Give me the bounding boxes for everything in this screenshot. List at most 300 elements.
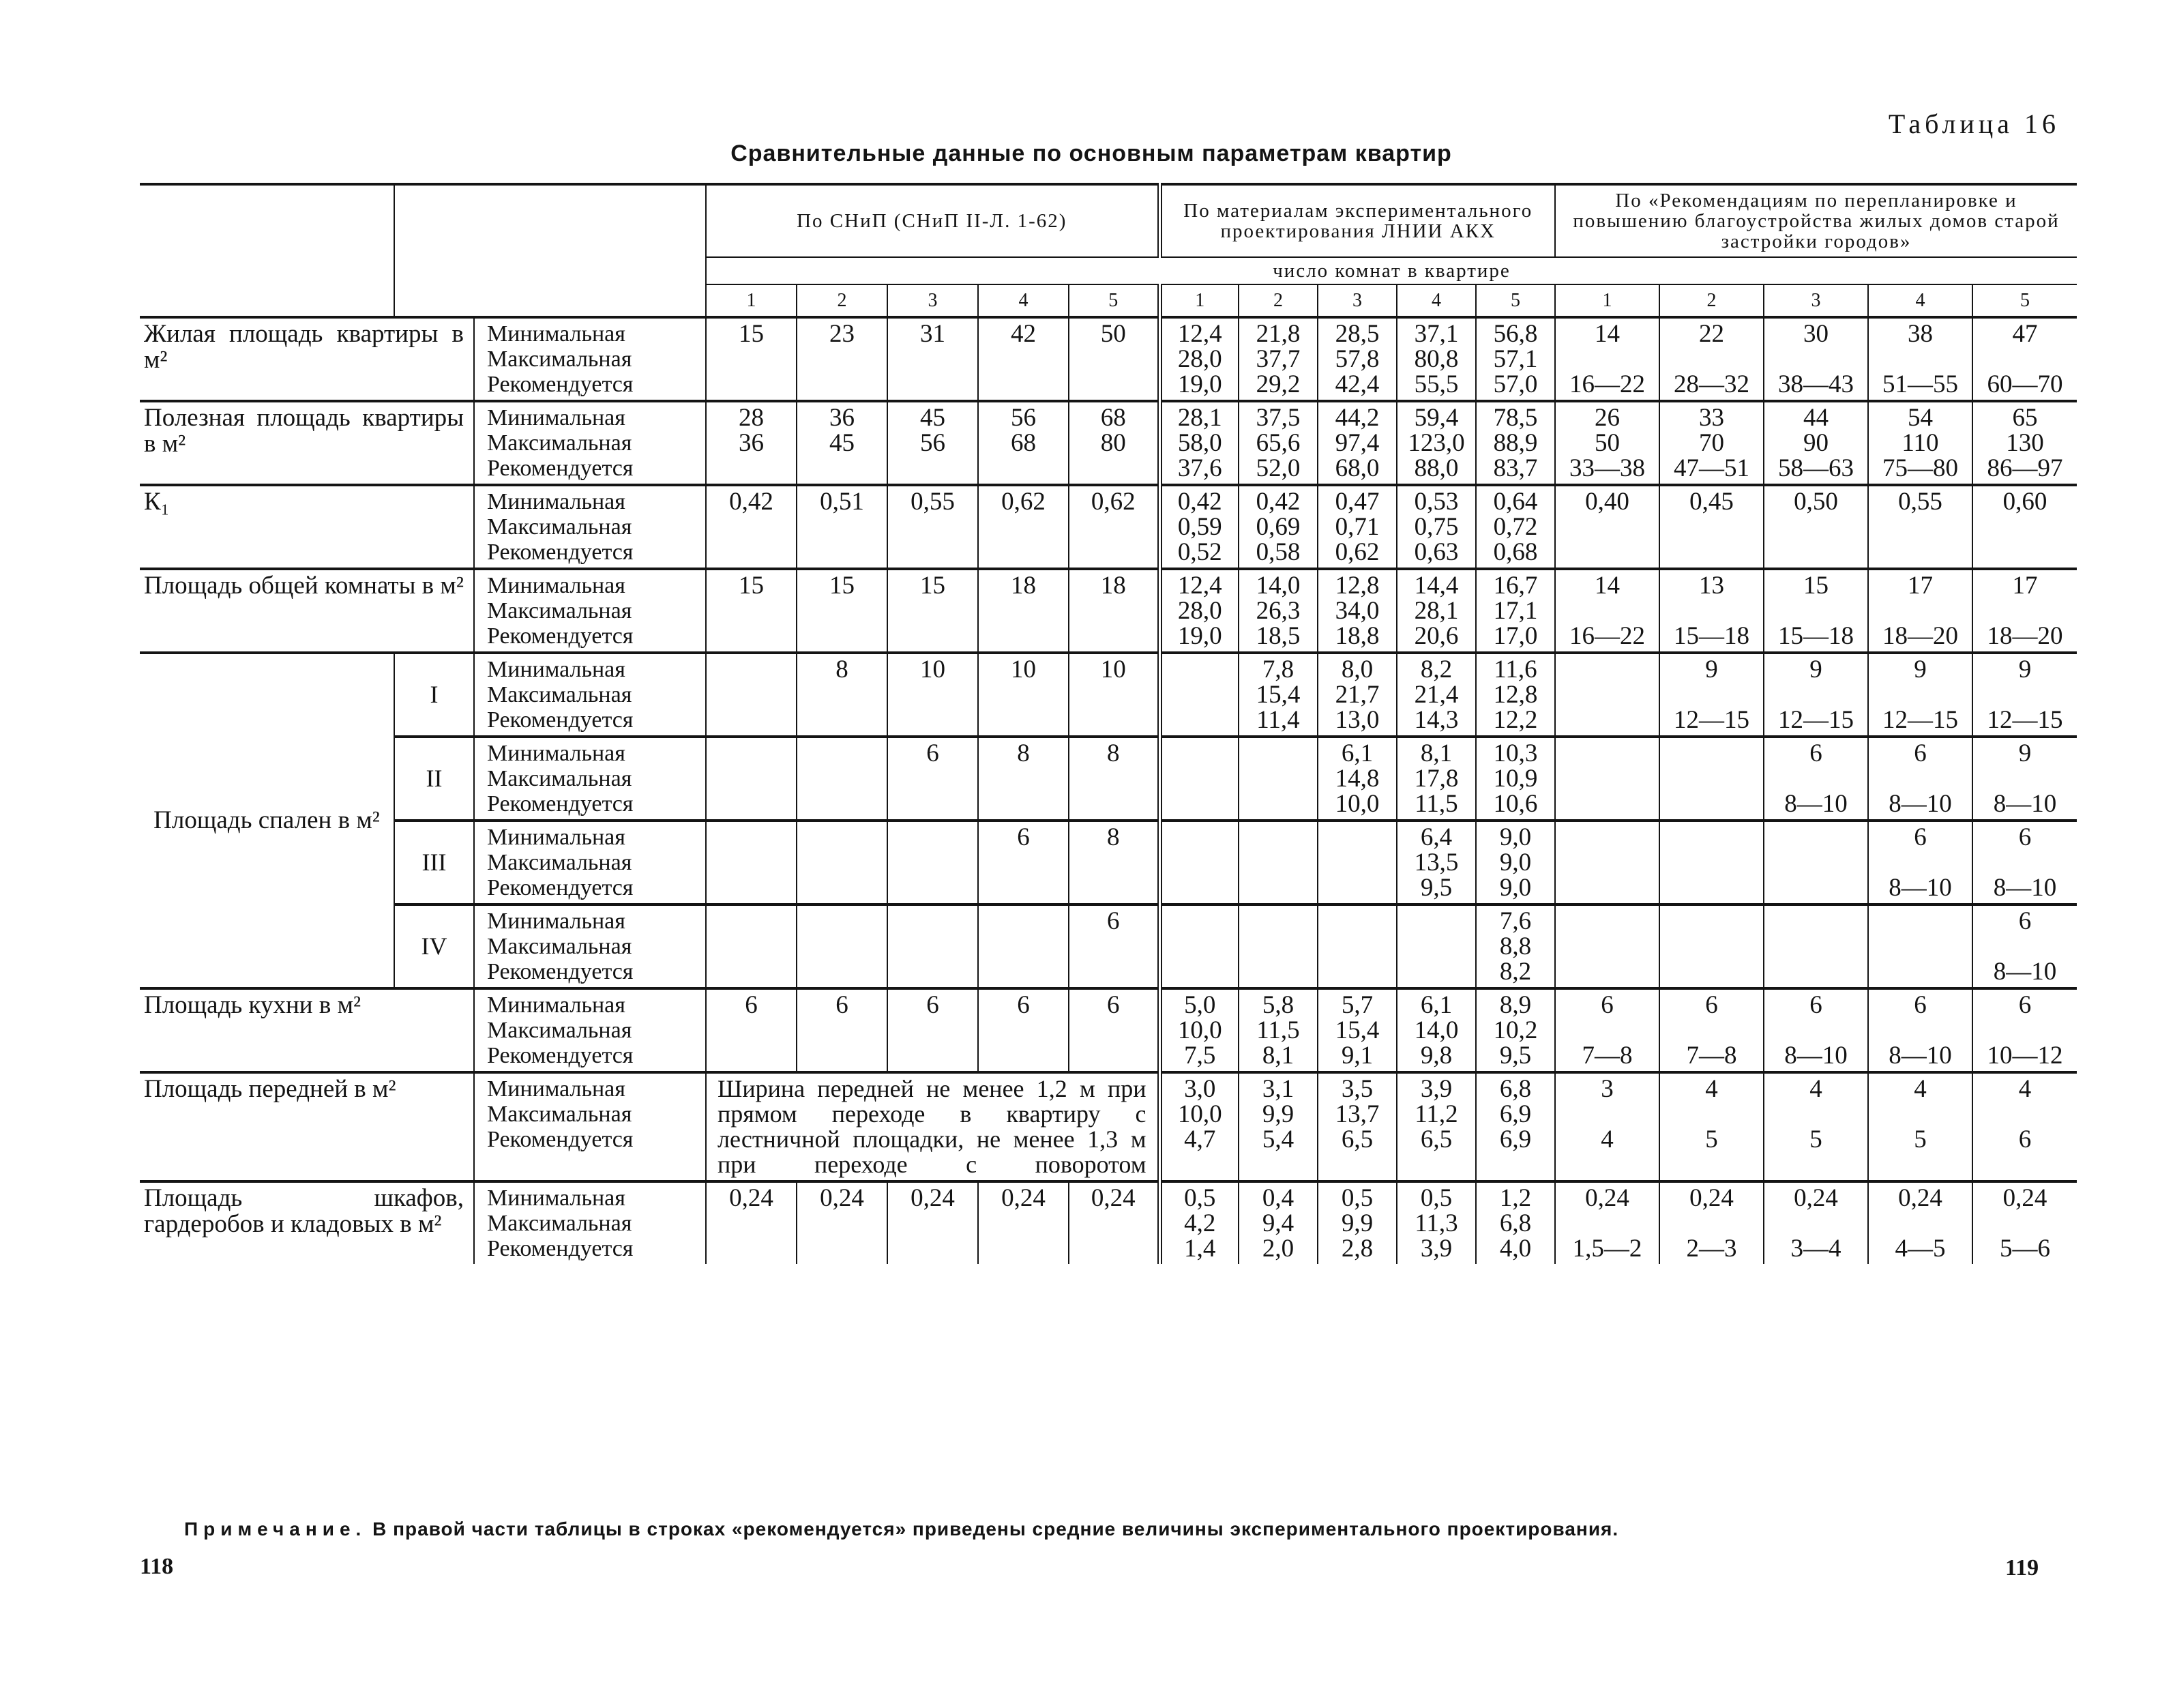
- cell-line: 0,68: [1493, 538, 1538, 566]
- cell-line: 0,24: [1689, 1184, 1734, 1212]
- cell-line: 29,2: [1256, 370, 1301, 398]
- cell-line: 14: [1595, 572, 1620, 600]
- cell-line: 37,6: [1177, 454, 1222, 482]
- cell-line: 20,6: [1414, 622, 1459, 650]
- cell-line: 9: [1809, 656, 1822, 683]
- cell-line: Минимальная: [487, 992, 625, 1018]
- data-cell-lniiakh: [1318, 1072, 1397, 1181]
- data-cell-snip: [1069, 988, 1159, 1072]
- cell-line: 13,5: [1414, 849, 1459, 877]
- cell-line: Максимальная: [487, 850, 632, 875]
- cell-line: [1560, 741, 1655, 766]
- cell-line: [711, 741, 792, 766]
- cell-line: Рекомендуется: [487, 959, 634, 984]
- cell-line: 9,1: [1341, 1042, 1374, 1070]
- data-cell-snip: [706, 821, 797, 904]
- cell-line: 8,1: [1420, 739, 1453, 767]
- cell-line: 6: [1705, 991, 1718, 1019]
- cell-line: Рекомендуется: [487, 1127, 634, 1152]
- cell-line: 15—18: [1674, 622, 1749, 650]
- cell-line: [1873, 1211, 1968, 1236]
- cell-line: 11,5: [1256, 1016, 1300, 1044]
- cell-line: 56: [920, 429, 945, 457]
- data-cell-lniiakh: [1318, 821, 1397, 904]
- data-cell-lniiakh: [1397, 988, 1476, 1072]
- data-cell-recommend: [1659, 317, 1764, 401]
- comparison-table: [140, 183, 2077, 1264]
- data-cell-recommend: [1764, 1072, 1868, 1181]
- cell-line: 0,63: [1414, 538, 1459, 566]
- data-cell-recommend: [1764, 317, 1868, 401]
- data-cell-snip: [978, 737, 1069, 821]
- data-cell-recommend: [1555, 317, 1659, 401]
- cell-line: 6: [1914, 823, 1927, 851]
- note-text: В правой части таблицы в строках «рекомендуется» приведены средние величины экспериментального проектирования.: [372, 1518, 1619, 1540]
- data-cell-recommend: [1659, 737, 1764, 821]
- data-cell-recommend: [1868, 1181, 1972, 1264]
- data-cell-snip: [978, 821, 1069, 904]
- cell-line: 0,72: [1493, 513, 1538, 541]
- value-types: [474, 904, 706, 988]
- data-cell-snip: [797, 1181, 887, 1264]
- value-types: [474, 1072, 706, 1181]
- data-cell-lniiakh: [1397, 1072, 1476, 1181]
- data-cell-recommend: [1972, 821, 2077, 904]
- data-cell-recommend: [1868, 485, 1972, 569]
- bedroom-number: I: [394, 653, 474, 737]
- cell-line: 5,7: [1341, 991, 1374, 1019]
- header-group-lniiakh: По материалам экспериментального проектирования ЛНИИ АКХ: [1159, 184, 1555, 257]
- cell-line: 58—63: [1778, 454, 1854, 482]
- cell-line: 8: [1107, 739, 1120, 767]
- data-cell-recommend: [1555, 1181, 1659, 1264]
- value-types: [474, 988, 706, 1072]
- cell-line: 18: [1011, 572, 1036, 600]
- cell-line: 18—20: [1882, 622, 1958, 650]
- data-cell-snip: [978, 653, 1069, 737]
- data-cell-lniiakh: [1397, 569, 1476, 653]
- data-cell-snip: [887, 1181, 978, 1264]
- cell-line: 34,0: [1335, 597, 1380, 625]
- value-types: [474, 1181, 706, 1264]
- cell-line: 9: [1914, 656, 1927, 683]
- data-cell-snip: [706, 737, 797, 821]
- cell-line: 8—10: [1784, 790, 1848, 818]
- cell-line: 6: [1107, 991, 1120, 1019]
- data-cell-snip: [797, 485, 887, 569]
- cell-line: 3,5: [1341, 1075, 1374, 1103]
- data-cell-recommend: [1972, 737, 2077, 821]
- data-cell-recommend: [1659, 569, 1764, 653]
- cell-line: 5: [1914, 1125, 1927, 1153]
- cell-line: 0,24: [2002, 1184, 2047, 1212]
- cell-line: 14,0: [1414, 1016, 1459, 1044]
- cell-line: 28,0: [1177, 345, 1222, 373]
- cell-line: [1560, 1018, 1655, 1043]
- cell-line: [801, 909, 883, 934]
- header-room-count: 5: [1972, 284, 2077, 317]
- cell-line: 36: [739, 429, 764, 457]
- cell-line: 9,0: [1499, 849, 1532, 877]
- cell-line: 75—80: [1882, 454, 1958, 482]
- header-room-count: 3: [1318, 284, 1397, 317]
- cell-line: 0,62: [1091, 488, 1136, 516]
- data-cell-snip: [887, 737, 978, 821]
- data-cell-lniiakh: [1159, 1181, 1239, 1264]
- data-cell-lniiakh: [1476, 317, 1555, 401]
- cell-line: 8—10: [1993, 874, 2057, 902]
- cell-line: 58,0: [1177, 429, 1222, 457]
- cell-line: 6: [835, 991, 848, 1019]
- cell-line: [1664, 909, 1759, 934]
- cell-line: 1,2: [1499, 1184, 1532, 1212]
- cell-line: 65,6: [1256, 429, 1301, 457]
- cell-line: 10—12: [1987, 1042, 2063, 1070]
- cell-line: 28: [739, 404, 764, 432]
- data-cell-lniiakh: [1159, 737, 1239, 821]
- cell-line: 123,0: [1408, 429, 1465, 457]
- cell-line: 15,4: [1256, 681, 1301, 709]
- cell-line: 0,55: [1898, 488, 1942, 516]
- cell-line: Рекомендуется: [487, 875, 634, 900]
- cell-line: 37,1: [1414, 320, 1459, 348]
- cell-line: 6: [2018, 1125, 2032, 1153]
- data-cell-snip: [978, 904, 1069, 988]
- cell-line: 0,62: [1001, 488, 1046, 516]
- cell-line: 10,6: [1493, 790, 1538, 818]
- data-cell-recommend: [1555, 401, 1659, 485]
- header-room-count: 3: [1764, 284, 1868, 317]
- cell-line: 0,52: [1177, 538, 1222, 566]
- data-cell-recommend: [1555, 988, 1659, 1072]
- data-cell-recommend: [1868, 401, 1972, 485]
- cell-line: Рекомендуется: [487, 791, 634, 816]
- cell-line: Максимальная: [487, 430, 632, 456]
- cell-line: 110: [1902, 429, 1939, 457]
- cell-line: 57,0: [1493, 370, 1538, 398]
- page-number-left: 118: [140, 1554, 174, 1579]
- cell-line: 6,8: [1499, 1075, 1532, 1103]
- data-cell-lniiakh: [1476, 1181, 1555, 1264]
- cell-line: Минимальная: [487, 657, 625, 682]
- cell-line: 10,0: [1177, 1100, 1222, 1128]
- cell-line: Минимальная: [487, 489, 625, 514]
- cell-line: 38—43: [1778, 370, 1854, 398]
- cell-line: [1243, 909, 1313, 934]
- cell-line: 47—51: [1674, 454, 1749, 482]
- cell-line: 9: [2018, 739, 2032, 767]
- cell-line: 19,0: [1177, 622, 1222, 650]
- cell-line: [1769, 1211, 1863, 1236]
- data-cell-lniiakh: [1239, 821, 1318, 904]
- cell-line: 6: [2018, 991, 2032, 1019]
- cell-line: 130: [2006, 429, 2044, 457]
- header-room-count: 2: [1239, 284, 1318, 317]
- data-cell-recommend: [1659, 1072, 1764, 1181]
- cell-line: 0,53: [1414, 488, 1459, 516]
- data-cell-snip: [887, 653, 978, 737]
- data-cell-lniiakh: [1318, 988, 1397, 1072]
- cell-line: [1664, 1211, 1759, 1236]
- cell-line: [1664, 1018, 1759, 1043]
- cell-line: 36: [829, 404, 855, 432]
- cell-line: 15: [739, 320, 764, 348]
- data-cell-snip: [797, 569, 887, 653]
- cell-line: 11,2: [1415, 1100, 1458, 1128]
- row-label-bedrooms: Площадь спален в м²: [140, 653, 394, 988]
- cell-line: 0,24: [729, 1184, 773, 1212]
- cell-line: 1,5—2: [1572, 1235, 1642, 1263]
- cell-line: [1402, 909, 1471, 934]
- cell-line: 11,6: [1494, 656, 1537, 683]
- header-room-count: 4: [1868, 284, 1972, 317]
- note-label: Примечание.: [184, 1518, 367, 1540]
- cell-line: 4: [1601, 1125, 1614, 1153]
- cell-line: 10,0: [1335, 790, 1380, 818]
- cell-line: 0,42: [1256, 488, 1301, 516]
- cell-line: 86—97: [1987, 454, 2063, 482]
- cell-line: 6,9: [1499, 1125, 1532, 1153]
- data-cell-snip: [978, 317, 1069, 401]
- table-note: [184, 1518, 2046, 1540]
- cell-line: 6,8: [1499, 1209, 1532, 1237]
- cell-line: [1322, 825, 1392, 850]
- data-cell-recommend: [1555, 653, 1659, 737]
- data-cell-snip: [887, 401, 978, 485]
- cell-line: 68: [1100, 404, 1126, 432]
- data-cell-recommend: [1764, 569, 1868, 653]
- cell-line: [1873, 850, 1968, 875]
- cell-line: 30: [1803, 320, 1829, 348]
- cell-line: 28—32: [1674, 370, 1749, 398]
- row-bedroom-4: [140, 904, 2077, 988]
- cell-line: 3: [1601, 1075, 1614, 1103]
- cell-line: 9,5: [1499, 1042, 1532, 1070]
- cell-line: 2,0: [1262, 1235, 1294, 1263]
- data-cell-snip: [706, 653, 797, 737]
- cell-line: [1977, 766, 2073, 791]
- bedroom-number: II: [394, 737, 474, 821]
- cell-line: 21,7: [1335, 681, 1380, 709]
- data-cell-lniiakh: [1159, 317, 1239, 401]
- cell-line: 16—22: [1569, 622, 1645, 650]
- data-cell-snip: [706, 485, 797, 569]
- cell-line: 44,2: [1335, 404, 1380, 432]
- data-cell-recommend: [1659, 653, 1764, 737]
- data-cell-lniiakh: [1159, 904, 1239, 988]
- cell-line: 15: [739, 572, 764, 600]
- cell-line: 0,60: [2002, 488, 2047, 516]
- data-cell-snip: [797, 737, 887, 821]
- cell-line: 3,9: [1420, 1235, 1453, 1263]
- row-bedroom-1: [140, 653, 2077, 737]
- cell-line: 37,7: [1256, 345, 1301, 373]
- header-room-count: 1: [1159, 284, 1239, 317]
- cell-line: 15: [1803, 572, 1829, 600]
- cell-line: [1977, 1018, 2073, 1043]
- data-cell-lniiakh: [1318, 904, 1397, 988]
- cell-line: 7—8: [1582, 1042, 1633, 1070]
- cell-line: 8—10: [1889, 790, 1952, 818]
- cell-line: 10,2: [1493, 1016, 1538, 1044]
- hallway-snip-note: Ширина передней не менее 1,2 м при прямом переходе в квартиру с лестничной площадки, не менее 1,3 м при переходе с поворотом: [706, 1072, 1159, 1181]
- data-cell-snip: [706, 569, 797, 653]
- data-cell-snip: [706, 317, 797, 401]
- header-group-recommend: По «Рекомендациям по перепланировке и повышению благоустройства жилых домов старой застройки городов»: [1555, 184, 2077, 257]
- data-cell-lniiakh: [1159, 401, 1239, 485]
- cell-line: 0,24: [1585, 1184, 1629, 1212]
- cell-line: 6: [2018, 823, 2032, 851]
- data-cell-lniiakh: [1397, 737, 1476, 821]
- cell-line: 44: [1803, 404, 1829, 432]
- bedroom-number: IV: [394, 904, 474, 988]
- cell-line: 0,51: [820, 488, 864, 516]
- cell-line: [1664, 741, 1759, 766]
- cell-line: [711, 825, 792, 850]
- cell-line: 0,69: [1256, 513, 1301, 541]
- cell-line: 4,0: [1499, 1235, 1532, 1263]
- cell-line: 12—15: [1987, 706, 2063, 734]
- cell-line: 6: [1601, 991, 1614, 1019]
- row-label-kitchen: Площадь кухни в м²: [140, 988, 474, 1072]
- data-cell-snip: [887, 821, 978, 904]
- cell-line: [1977, 1102, 2073, 1127]
- data-cell-lniiakh: [1159, 1072, 1239, 1181]
- data-cell-lniiakh: [1159, 485, 1239, 569]
- value-types: [474, 569, 706, 653]
- cell-line: 14: [1595, 320, 1620, 348]
- cell-line: 6,1: [1341, 739, 1374, 767]
- cell-line: 7—8: [1686, 1042, 1737, 1070]
- data-cell-lniiakh: [1476, 737, 1555, 821]
- data-cell-lniiakh: [1476, 653, 1555, 737]
- cell-line: Минимальная: [487, 741, 625, 766]
- cell-line: 55,5: [1414, 370, 1459, 398]
- cell-line: 15: [829, 572, 855, 600]
- cell-line: [1243, 741, 1313, 766]
- cell-line: [1873, 598, 1968, 623]
- cell-line: 7,8: [1262, 656, 1294, 683]
- cell-line: 6: [745, 991, 758, 1019]
- row-living_area: [140, 317, 2077, 401]
- cell-line: 8,0: [1341, 656, 1374, 683]
- cell-line: 8,2: [1420, 656, 1453, 683]
- data-cell-lniiakh: [1159, 988, 1239, 1072]
- cell-line: 97,4: [1335, 429, 1380, 457]
- data-cell-recommend: [1764, 904, 1868, 988]
- cell-line: 28,0: [1177, 597, 1222, 625]
- data-cell-snip: [1069, 737, 1159, 821]
- cell-line: 28,1: [1177, 404, 1222, 432]
- cell-line: 6: [926, 991, 939, 1019]
- cell-line: Рекомендуется: [487, 707, 634, 733]
- cell-line: 47: [2012, 320, 2038, 348]
- data-cell-recommend: [1555, 737, 1659, 821]
- cell-line: 3,0: [1184, 1075, 1216, 1103]
- cell-line: 0,5: [1420, 1184, 1453, 1212]
- cell-line: 14,4: [1414, 572, 1459, 600]
- data-cell-snip: [797, 904, 887, 988]
- data-cell-recommend: [1555, 821, 1659, 904]
- cell-line: [1977, 1211, 2073, 1236]
- cell-line: [1560, 347, 1655, 372]
- data-cell-lniiakh: [1318, 653, 1397, 737]
- cell-line: 28,1: [1414, 597, 1459, 625]
- cell-line: 37,5: [1256, 404, 1301, 432]
- cell-line: 22: [1699, 320, 1724, 348]
- cell-line: Рекомендуется: [487, 372, 634, 397]
- row-kitchen: [140, 988, 2077, 1072]
- cell-line: 8: [1017, 739, 1030, 767]
- cell-line: Рекомендуется: [487, 1043, 634, 1068]
- cell-line: 57,1: [1493, 345, 1538, 373]
- row-label-useful_area: Полезная площадь квартиры в м²: [140, 401, 474, 485]
- header-room-count: 1: [1555, 284, 1659, 317]
- cell-line: 2,8: [1341, 1235, 1374, 1263]
- cell-line: 6: [1017, 991, 1030, 1019]
- cell-line: 7,5: [1184, 1042, 1216, 1070]
- cell-line: 51—55: [1882, 370, 1958, 398]
- cell-line: 5,8: [1262, 991, 1294, 1019]
- cell-line: 3,9: [1420, 1075, 1453, 1103]
- cell-line: [892, 909, 973, 934]
- data-cell-lniiakh: [1239, 653, 1318, 737]
- value-types: [474, 401, 706, 485]
- row-label-common_room: Площадь общей комнаты в м²: [140, 569, 474, 653]
- cell-line: 0,5: [1184, 1184, 1216, 1212]
- cell-line: 6: [1914, 739, 1927, 767]
- data-cell-snip: [1069, 653, 1159, 737]
- cell-line: 11,3: [1415, 1209, 1458, 1237]
- cell-line: Максимальная: [487, 1018, 632, 1043]
- cell-line: [1664, 682, 1759, 707]
- cell-line: 4: [1809, 1075, 1822, 1103]
- cell-line: 9,5: [1420, 874, 1453, 902]
- header-room-count: 1: [706, 284, 797, 317]
- cell-line: Рекомендуется: [487, 456, 634, 481]
- data-cell-lniiakh: [1318, 737, 1397, 821]
- data-cell-recommend: [1972, 653, 2077, 737]
- cell-line: 0,24: [1091, 1184, 1136, 1212]
- cell-line: 9,8: [1420, 1042, 1453, 1070]
- data-cell-recommend: [1659, 904, 1764, 988]
- cell-line: [1560, 598, 1655, 623]
- cell-line: 52,0: [1256, 454, 1301, 482]
- cell-line: 8: [835, 656, 848, 683]
- cell-line: 16—22: [1569, 370, 1645, 398]
- cell-line: [1977, 598, 2073, 623]
- cell-line: [1873, 682, 1968, 707]
- cell-line: 4: [1914, 1075, 1927, 1103]
- cell-line: 5: [1809, 1125, 1822, 1153]
- cell-line: [1769, 347, 1863, 372]
- cell-line: 8—10: [1784, 1042, 1848, 1070]
- data-cell-lniiakh: [1397, 821, 1476, 904]
- cell-line: 14,8: [1335, 765, 1380, 793]
- cell-line: 15,4: [1335, 1016, 1380, 1044]
- cell-line: Максимальная: [487, 347, 632, 372]
- data-cell-recommend: [1972, 401, 2077, 485]
- cell-line: 0,71: [1335, 513, 1380, 541]
- cell-line: 0,58: [1256, 538, 1301, 566]
- cell-line: 18: [1100, 572, 1126, 600]
- cell-line: 70: [1699, 429, 1724, 457]
- cell-line: [1769, 598, 1863, 623]
- cell-line: 9,9: [1262, 1100, 1294, 1128]
- data-cell-lniiakh: [1159, 569, 1239, 653]
- cell-line: 6: [1809, 739, 1822, 767]
- data-cell-lniiakh: [1159, 653, 1239, 737]
